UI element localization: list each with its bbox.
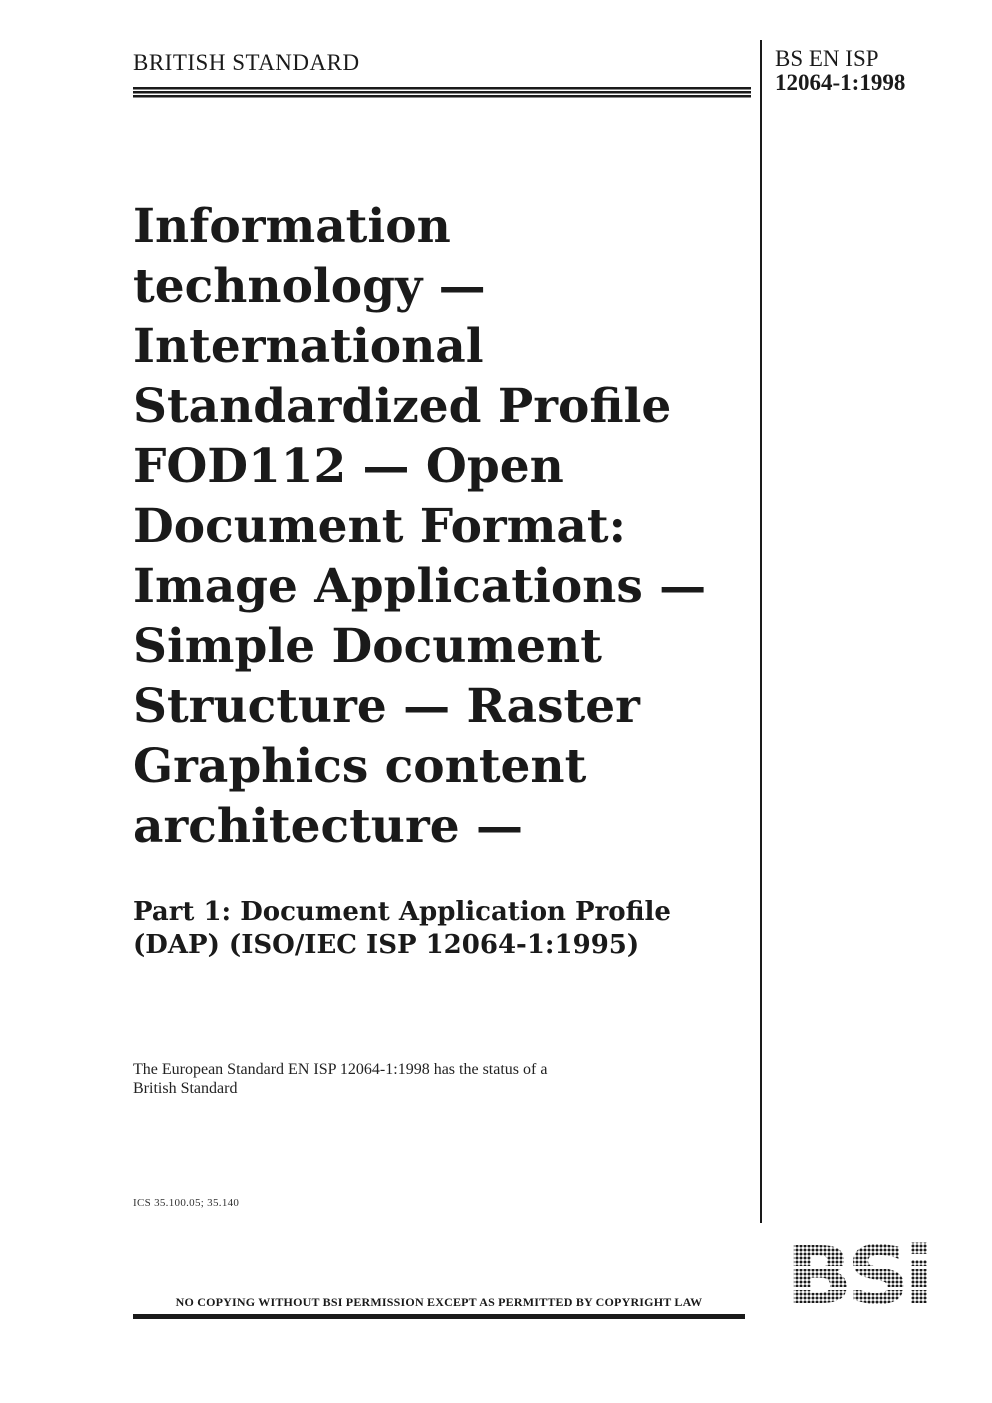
standard-number-line2: 12064-1:1998 — [775, 70, 906, 95]
title-line: Graphics content — [133, 739, 587, 794]
title-line: International — [133, 319, 484, 374]
title-line: architecture — — [133, 799, 523, 854]
title-line: Document Format: — [133, 499, 626, 554]
part-title-line: (DAP) (ISO/IEC ISP 12064-1:1995) — [133, 930, 640, 960]
title-line: Structure — Raster — [133, 679, 640, 734]
ics-code: ICS 35.100.05; 35.140 — [133, 1197, 240, 1209]
header-rule — [133, 87, 751, 98]
title-line: FOD112 — Open — [133, 439, 564, 494]
standard-number-line1: BS EN ISP — [775, 46, 879, 71]
status-note — [133, 1060, 713, 1098]
bsi-logo — [767, 1240, 947, 1320]
footer-rule — [133, 1314, 745, 1319]
title-line: Standardized Profile — [133, 379, 672, 434]
title-line: Information — [133, 199, 451, 254]
title-line: technology — — [133, 259, 486, 314]
document-title — [133, 197, 753, 857]
document-series-label: BRITISH STANDARD — [133, 50, 360, 75]
title-line: Image Applications — — [133, 559, 707, 614]
part-title-line: Part 1: Document Application Profile — [133, 897, 671, 927]
status-note-line: The European Standard EN ISP 12064-1:1998 has the status of a — [133, 1061, 548, 1078]
part-title — [133, 896, 753, 962]
vertical-divider — [760, 40, 762, 1223]
copyright-notice: NO COPYING WITHOUT BSI PERMISSION EXCEPT AS PERMITTED BY COPYRIGHT LAW — [175, 1295, 703, 1309]
title-line: Simple Document — [133, 619, 602, 674]
status-note-line: British Standard — [133, 1080, 238, 1097]
standard-number — [775, 47, 905, 95]
